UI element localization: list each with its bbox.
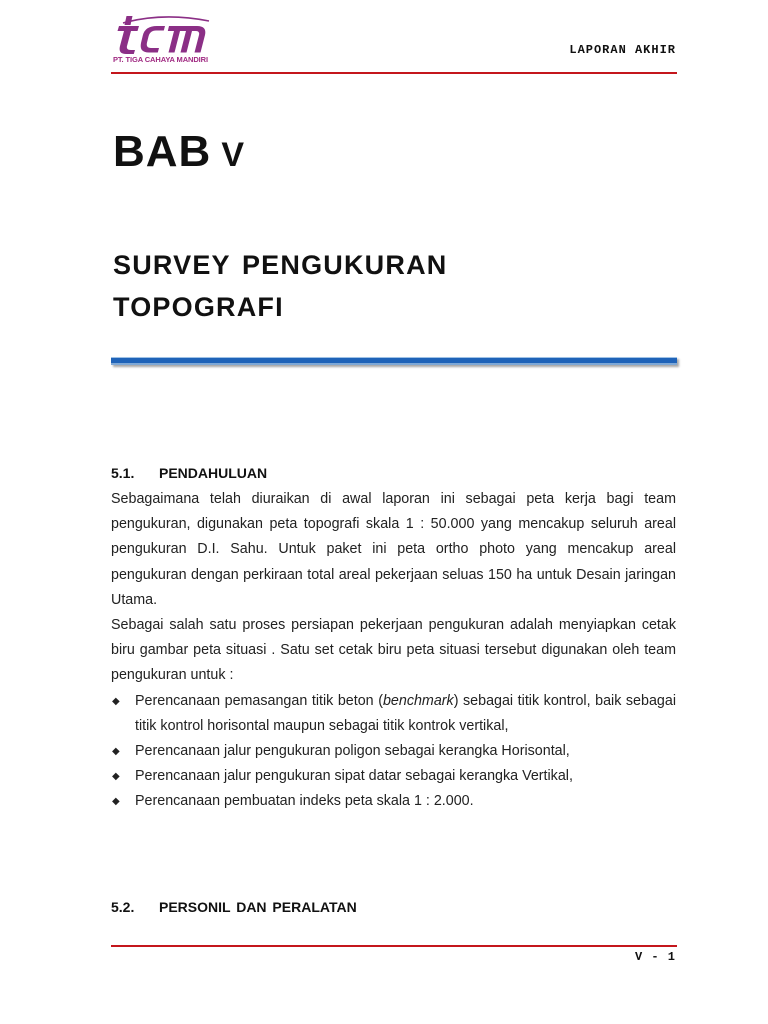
tcm-logo-icon bbox=[113, 14, 213, 56]
section-title: PERSONIL DAN PERALATAN bbox=[159, 899, 357, 915]
list-item bbox=[111, 689, 676, 739]
list-item-emphasis: benchmark bbox=[382, 692, 454, 709]
section-number: 5.1. bbox=[111, 465, 135, 481]
list-item-text: Perencanaan jalur pengukuran poligon sebagai kerangka Horisontal, bbox=[135, 743, 570, 760]
chapter-title-line-1: SURVEY PENGUKURAN bbox=[113, 250, 448, 280]
section-heading-5-2 bbox=[111, 899, 357, 915]
footer-rule bbox=[111, 945, 677, 947]
section-heading-5-1 bbox=[111, 465, 267, 481]
section-number: 5.2. bbox=[111, 899, 135, 915]
paragraph: Sebagaimana telah diuraikan di awal laporan ini sebagai peta kerja bagi team pengukuran, digunakan peta topografi skala 1 : 50.000 yang mencakup seluruh areal pengukuran D.I. Sahu. Untuk paket ini peta ortho photo yang mencakup areal pengukuran dengan perkiraan total areal pekerjaan seluas 150 ha untuk Desain jaringan Utama. bbox=[111, 491, 676, 608]
diamond-bullet-icon: ◆ bbox=[112, 695, 120, 707]
list-item-text: Perencanaan pembuatan indeks peta skala 1 : 2.000. bbox=[135, 793, 474, 810]
chapter-label: BAB bbox=[113, 127, 212, 176]
page-number: V - 1 bbox=[634, 950, 676, 964]
bullet-list bbox=[111, 689, 676, 815]
company-logo bbox=[113, 14, 213, 66]
chapter-title bbox=[113, 244, 633, 328]
header-title: LAPORAN AKHIR bbox=[569, 43, 676, 57]
diamond-bullet-icon: ◆ bbox=[112, 771, 120, 783]
diamond-bullet-icon: ◆ bbox=[112, 796, 120, 808]
chapter-numeral: V bbox=[221, 136, 245, 174]
chapter-heading bbox=[113, 127, 245, 176]
diamond-bullet-icon: ◆ bbox=[112, 746, 120, 758]
list-item bbox=[111, 739, 676, 764]
list-item bbox=[111, 764, 676, 789]
list-item-text: Perencanaan pemasangan titik beton ( bbox=[135, 692, 383, 709]
section-body bbox=[111, 487, 676, 815]
paragraph: Sebagai salah satu proses persiapan pekerjaan pengukuran adalah menyiapkan cetak biru gambar peta situasi . Satu set cetak biru peta situasi tersebut digunakan oleh team pengukuran untuk : bbox=[111, 617, 676, 684]
list-item-text: ) sebagai titik kontrol, baik sebagai titik kontrol horisontal maupun sebagai titik kontrok vertikal, bbox=[135, 692, 676, 734]
logo-caption: PT. TIGA CAHAYA MANDIRI bbox=[113, 55, 208, 64]
chapter-title-line-2: TOPOGRAFI bbox=[113, 292, 284, 322]
list-item-text: Perencanaan jalur pengukuran sipat datar sebagai kerangka Vertikal, bbox=[135, 768, 573, 785]
list-item bbox=[111, 789, 676, 814]
section-title: PENDAHULUAN bbox=[159, 465, 268, 481]
header-rule bbox=[111, 72, 677, 74]
decorative-blue-bar bbox=[111, 357, 677, 365]
